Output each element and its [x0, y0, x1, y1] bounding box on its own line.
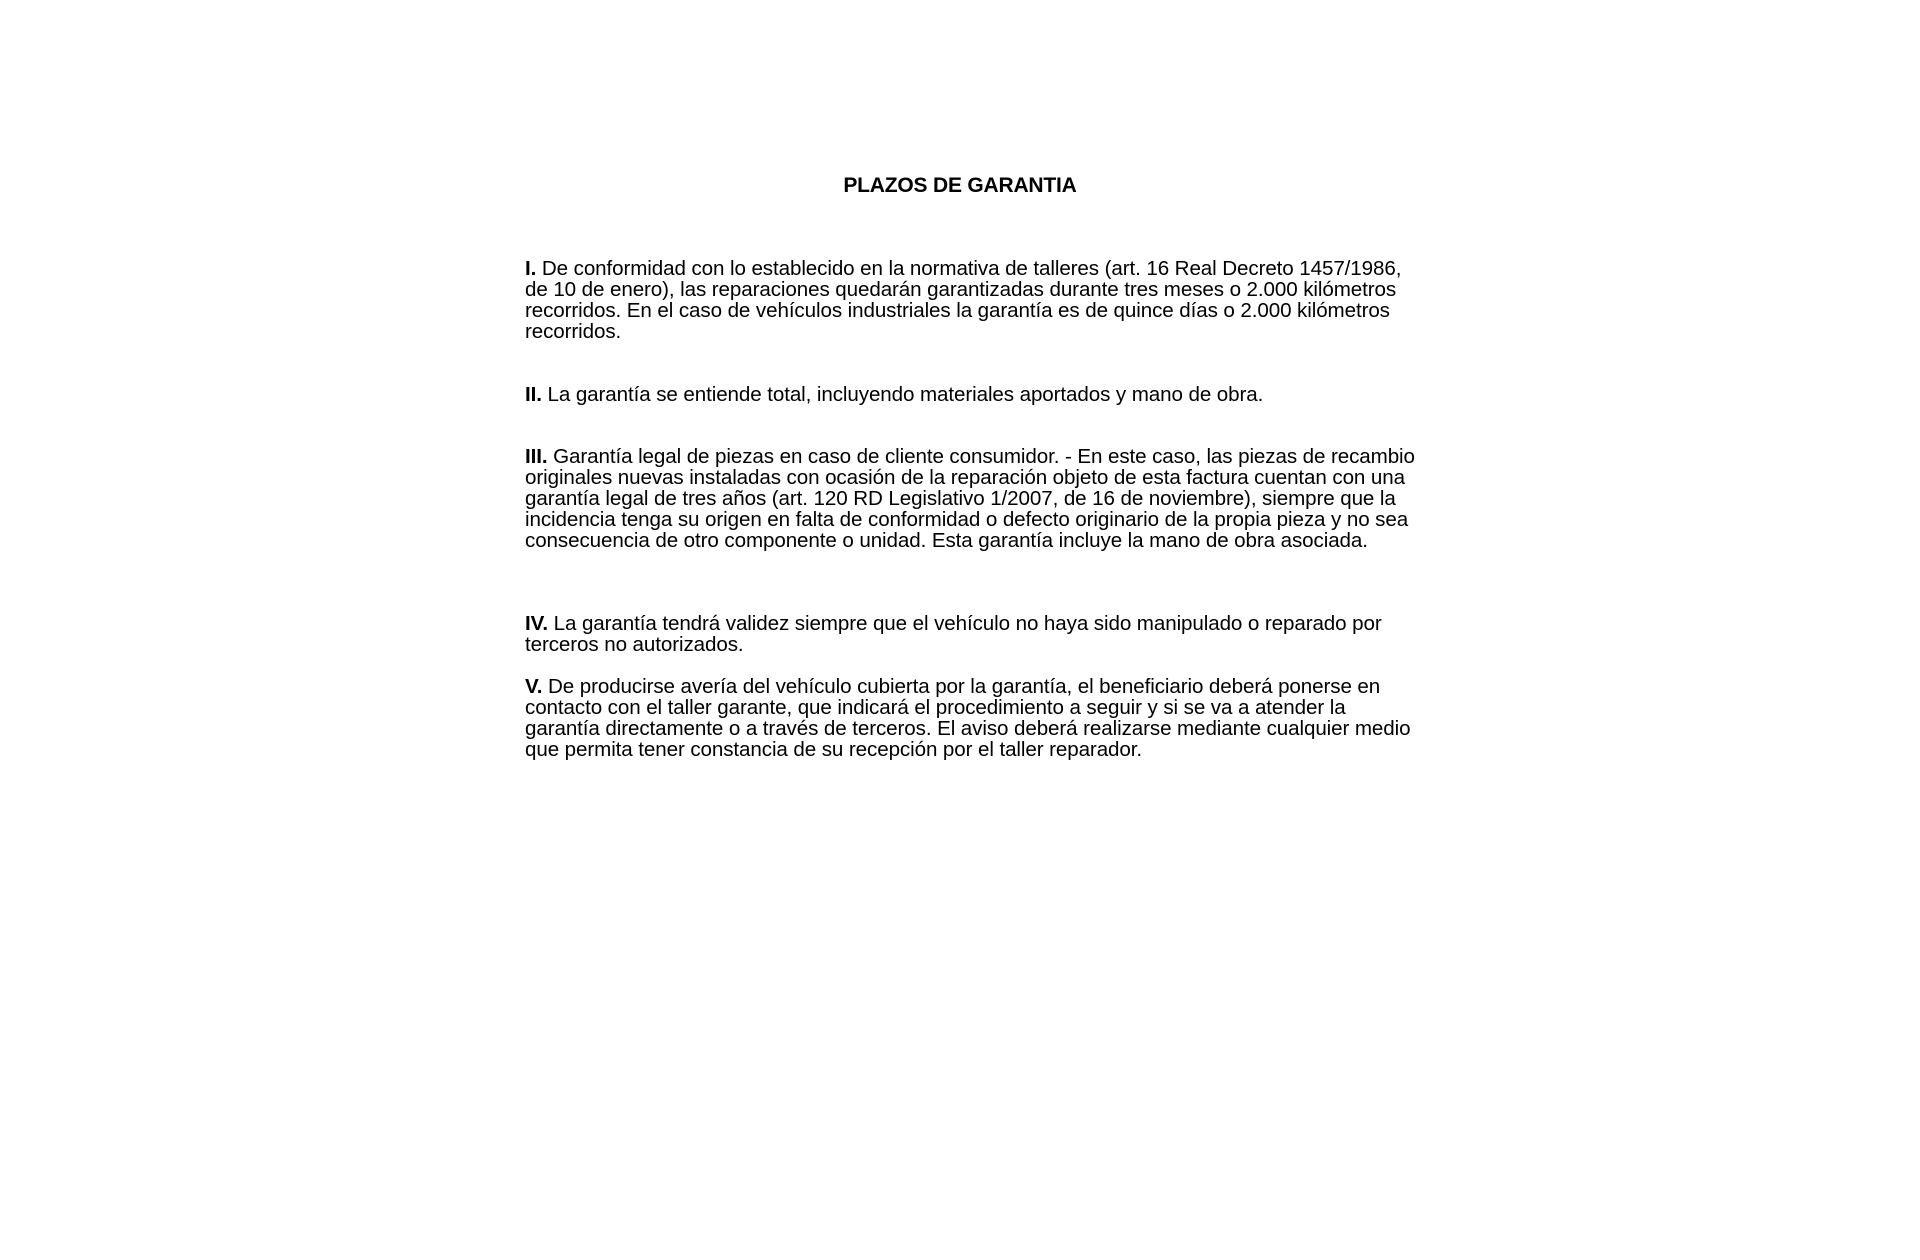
warranty-clause-5	[525, 676, 1415, 760]
clause-number: I.	[525, 257, 537, 280]
clause-number: III.	[525, 445, 548, 468]
warranty-clause-2	[525, 384, 1415, 405]
warranty-clause-4	[525, 613, 1415, 655]
clause-text: De producirse avería del vehículo cubierta por la garantía, el beneficiario deberá ponerse en contacto con el taller garante, que indicará el procedimiento a seguir y si se va a atender la garantía directamente o a través de terceros. El aviso deberá realizarse mediante cualquier medio que permita tener constancia de su recepción por el taller reparador.	[525, 675, 1411, 761]
clause-text: De conformidad con lo establecido en la normativa de talleres (art. 16 Real Decreto 1457/1986, de 10 de enero), las reparaciones quedarán garantizadas durante tres meses o 2.000 kilómetros recorridos. En el caso de vehículos industriales la garantía es de quince días o 2.000 kilómetros recorridos.	[525, 257, 1402, 343]
clause-text: Garantía legal de piezas en caso de cliente consumidor. - En este caso, las piezas de recambio originales nuevas instaladas con ocasión de la reparación objeto de esta factura cuentan con una garantía legal de tres años (art. 120 RD Legislativo 1/2007, de 16 de noviembre), siempre que la incidencia tenga su origen en falta de conformidad o defecto originario de la propia pieza y no sea consecuencia de otro componente o unidad. Esta garantía incluye la mano de obra asociada.	[525, 445, 1415, 552]
clause-text: La garantía se entiende total, incluyendo materiales aportados y mano de obra.	[541, 383, 1264, 406]
clause-text: La garantía tendrá validez siempre que el vehículo no haya sido manipulado o reparado por terceros no autorizados.	[525, 612, 1382, 656]
document-title: PLAZOS DE GARANTIA	[843, 174, 1077, 197]
clause-number: V.	[525, 675, 543, 698]
warranty-clause-1	[525, 258, 1415, 342]
clause-number: II.	[525, 383, 542, 406]
warranty-clause-3	[525, 446, 1415, 551]
clause-number: IV.	[525, 612, 548, 635]
